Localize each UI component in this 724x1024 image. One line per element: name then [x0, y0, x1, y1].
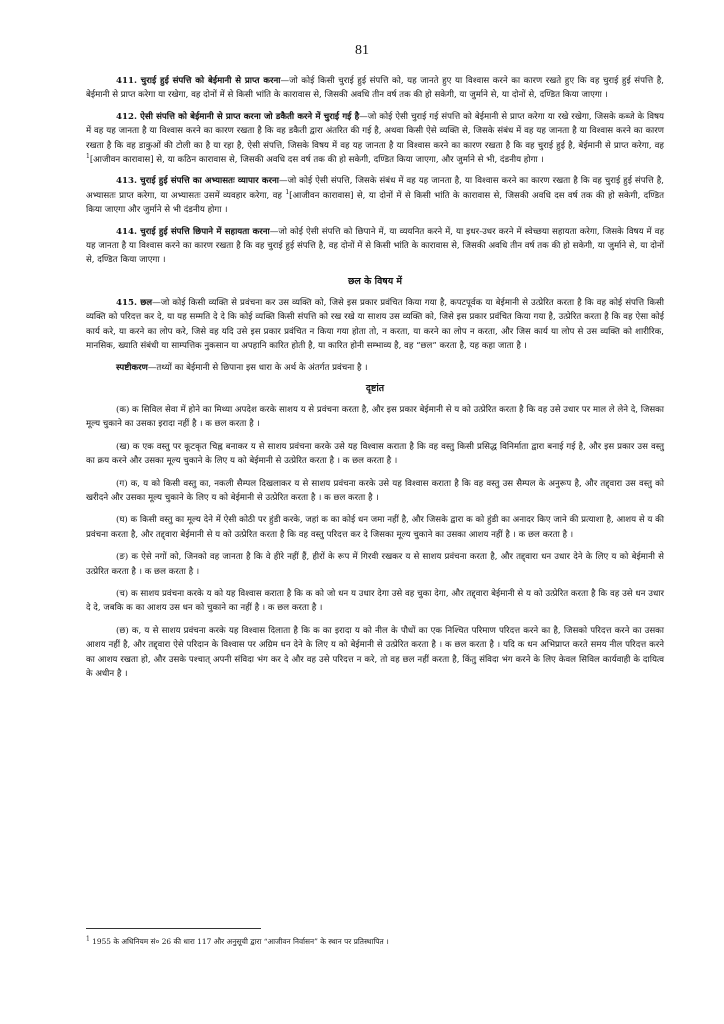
section-title-text: चुराई हुई संपत्ति का अभ्यासतः व्यापार करना [140, 176, 279, 187]
section-body: —तथ्यों का बेईमानी से छिपाना इस धारा के अर्थ के अंतर्गत प्रवंचना है । [147, 362, 368, 373]
section-title-text: ऐसी संपत्ति को बेईमानी से प्राप्त करना जो डकैती करने में चुराई गई है [140, 111, 360, 122]
section-number: 415. [116, 297, 137, 308]
section-412 [86, 110, 664, 168]
section-body: (क) क सिविल सेवा में होने का मिथ्या अपदेश करके साशय य से प्रवंचना करता है, और इस प्रकार बेईमानी से य को उत्प्रेरित करता है कि वह उसे उधार पर माल ले लेने दे, जिसका मूल्य चुकाने का उसका इरादा नहीं है । क छल करता है । [86, 404, 664, 430]
section-title [116, 76, 281, 86]
section-body: —जो कोई ऐसी संपत्ति को छिपाने में, या व्ययनित करने में, या इधर-उधर करने में स्वेच्छया सहायता करेगा, जिसके विषय में वह यह जानता है या विश्वास करने का कारण रखता है कि वह चुराई हुई संपत्ति है, वह दोनों में से किसी भांति के कारावास से, जिसकी अवधि तीन वर्ष तक की हो सकेगी, या जुर्माने से, या दोनों से, दण्डित किया जाएगा । [86, 226, 665, 266]
paragraph [86, 513, 664, 542]
paragraph [86, 403, 664, 432]
paragraph [86, 477, 664, 506]
section-body: (च) क साशय प्रवंचना करके य को यह विश्वास कराता है कि क को जो धन य उधार देगा उसे वह चुका देगा, और तद्द्वारा बेईमानी से य को उत्प्रेरित करता है कि वह उसे धन उधार दे दे, जबकि क का आशय उस धन को चुकाने का नहीं है । क छल करता है । [86, 588, 664, 614]
section-body: (ङ) क ऐसे नगों को, जिनको वह जानता है कि वे हीरे नहीं हैं, हीरों के रूप में गिरवी रखकर य से साशय प्रवंचना करता है, और तद्द्वारा धन उधार देने के लिए य को बेईमानी से उत्प्रेरित करता है । क छल करता है । [86, 552, 664, 577]
section-body-continued: [आजीवन कारावास] से, या दोनों में से किसी भांति के कारावास से, जिसकी अवधि दस वर्ष तक की हो सकेगी, दण्डित किया जाएगा और जुर्माने से भी दंडनीय होगा । [86, 190, 665, 216]
section-title [116, 298, 152, 308]
section-body: (ग) क, य को किसी वस्तु का, नकली सैम्पल दिखलाकर य से साशय प्रवंचना करके उसे यह विश्वास कराता है कि वह वस्तु उस सैम्पल के अनुरूप है, और तद्द्वारा उस वस्तु को खरीदने और उसका मूल्य चुकाने के लिए य को बेईमानी से उत्प्रेरित करता है । क छल करता है । [86, 478, 664, 503]
section-title [116, 112, 359, 122]
section-number: 414. [116, 226, 137, 237]
section-title-text: चुराई हुई संपत्ति को बेईमानी से प्राप्त करना [140, 76, 281, 86]
section-heading: दृष्टांत [365, 382, 385, 394]
section-body-continued: [आजीवन कारावास] से, या कठिन कारावास से, जिसकी अवधि दस वर्ष तक की हो सकेगी, दण्डित किया जाएगा, और जुर्माने से भी, दंडनीय होगा । [89, 155, 544, 166]
section-body: —जो कोई किसी व्यक्ति से प्रवंचना कर उस व्यक्ति को, जिसे इस प्रकार प्रवंचित किया गया है, कपटपूर्वक या बेईमानी से उत्प्रेरित करता है कि वह कोई संपत्ति किसी व्यक्ति को परिदत्त कर दे, या यह सम्मति दे दे कि कोई व्यक्ति किसी संपत्ति को रख रखे या साशय उस व्यक्ति को, जिसे इस प्रकार प्रवंचित किया गया है, उत्प्रेरित करता है कि वह ऐसा कोई कार्य करे, या करने का लोप करे, जिसे वह यदि उसे इस प्रकार प्रवंचित न किया गया होता तो, न करता, या करने का लोप न करता, और जिस कार्य या लोप से उस व्यक्ति को शारीरिक, मानसिक, ख्याति संबंधी या साम्पत्तिक नुकसान या अपहानि कारित होती है, या कारित होनी सम्भाव्य है, वह “छल” करता है, यह कहा जाता है । [86, 297, 665, 352]
section-heading: छल के विषय में [347, 275, 403, 287]
page-content [86, 74, 664, 689]
section-body: (ख) क एक वस्तु पर कूटकृत चिह्न बनाकर य से साशय प्रवंचना करके उसे यह विश्वास कराता है कि वह वस्तु किसी प्रसिद्ध विनिर्माता द्वारा बनाई गई है, और इस प्रकार उस वस्तु का क्रय करने और उसका मूल्य चुकाने के लिए य को बेईमानी से उत्प्रेरित करता है । क छल करता है । [86, 441, 664, 467]
section-413 [86, 174, 664, 217]
section-body: —जो कोई ऐसी संपत्ति, जिसके संबंध में वह यह जानता है, या विश्वास करने का कारण रखता है कि वह चुराई हुई संपत्ति है, अभ्यासतः प्राप्त करेगा, या अभ्यासतः उसमें व्यवहार करेगा, वह [86, 176, 664, 201]
footnote-divider [86, 928, 261, 929]
paragraph [86, 361, 664, 375]
footnote-text: 1955 के अधिनियम सं० 26 की धारा 117 और अनुसूची द्वारा “आजीवन निर्वासन” के स्थान पर प्रतिस्थापित । [89, 937, 389, 946]
section-body: (घ) क किसी वस्तु का मूल्य देने में ऐसी कोठी पर हुंडी करके, जहां क का कोई धन जमा नहीं है, और जिसके द्वारा क को हुंडी का अनादर किए जाने की प्रत्याशा है, आशय से य की प्रवंचना करता है, और तद्द्वारा बेईमानी से य को उत्प्रेरित करता है कि वह वस्तु परिदत्त कर दे जिसका मूल्य चुकाने का उसका आशय नहीं है । क छल करता है । [86, 515, 664, 540]
section-number: 412. [116, 111, 137, 122]
section-title [116, 227, 270, 237]
paragraph [86, 440, 664, 469]
section-title-text: छल [140, 297, 153, 308]
section-411 [86, 74, 664, 103]
section-title [116, 363, 148, 373]
section-number: 413. [116, 176, 137, 187]
section-415 [86, 296, 664, 354]
paragraph [86, 550, 664, 579]
section-body: (छ) क, य से साशय प्रवंचना करके यह विश्वास दिलाता है कि क का इरादा य को नील के पौधों का एक निश्चित परिमाण परिदत्त करने का है, जिसको परिदत्त करने का उसका आशय नहीं है, और तद्द्वारा ऐसे परिदान के विश्वास पर अग्रिम धन देने के लिए य को बेईमानी से उत्प्रेरित करता है । क छल करता है । यदि क धन अभिप्राप्त करते समय नील परिदत्त करने का आशय रखता हो, और उसके पश्चात् अपनी संविदा भंग कर दे और वह उसे परिदत्त न करे, तो वह छल नहीं करता है, किंतु संविदा भंग करने के लिए केवल सिविल कार्यवाही के दायित्व के अधीन है । [86, 625, 664, 679]
page-number: 81 [355, 43, 369, 58]
footnote-ref: 1 [285, 188, 290, 196]
section-title-text: चुराई हुई संपत्ति छिपाने में सहायता करना [140, 226, 270, 237]
section-body: —जो कोई किसी चुराई हुई संपत्ति को, यह जानते हुए या विश्वास करने का कारण रखते हुए कि वह चुराई हुई संपत्ति है, बेईमानी से प्राप्त करेगा या रखेगा, वह दोनों में से किसी भांति के कारावास से, जिसकी अवधि तीन वर्ष तक की हो सकेगी, या जुर्माने से, या दोनों से, दण्डित किया जाएगा । [86, 76, 664, 101]
section-body: —जो कोई ऐसी चुराई गई संपत्ति को बेईमानी से प्राप्त करेगा या रखे रखेगा, जिसके कब्जे के विषय में वह यह जानता है या विश्वास करने का कारण रखता है कि वह डकैती द्वारा अंतरित की गई है, अथवा किसी ऐसे व्यक्ति से, जिसके संबंध में वह यह जानता है या विश्वास करने का कारण रखता है कि वह डाकुओं की टोली का है या रहा है, ऐसी संपत्ति, जिसके विषय में वह यह जानता है या विश्वास करने का कारण रखता है कि वह चुराई हुई है, बेईमानी से प्राप्त करेगा, वह [86, 111, 665, 151]
paragraph [86, 624, 664, 682]
footnote [86, 937, 664, 947]
section-414 [86, 225, 664, 268]
section-number: 411. [116, 76, 137, 86]
footnote-ref: 1 [86, 153, 90, 161]
footnote-mark: 1 [86, 935, 90, 943]
paragraph [86, 587, 664, 616]
section-title-text: स्पष्टीकरण [116, 362, 148, 373]
section-title [116, 176, 279, 186]
